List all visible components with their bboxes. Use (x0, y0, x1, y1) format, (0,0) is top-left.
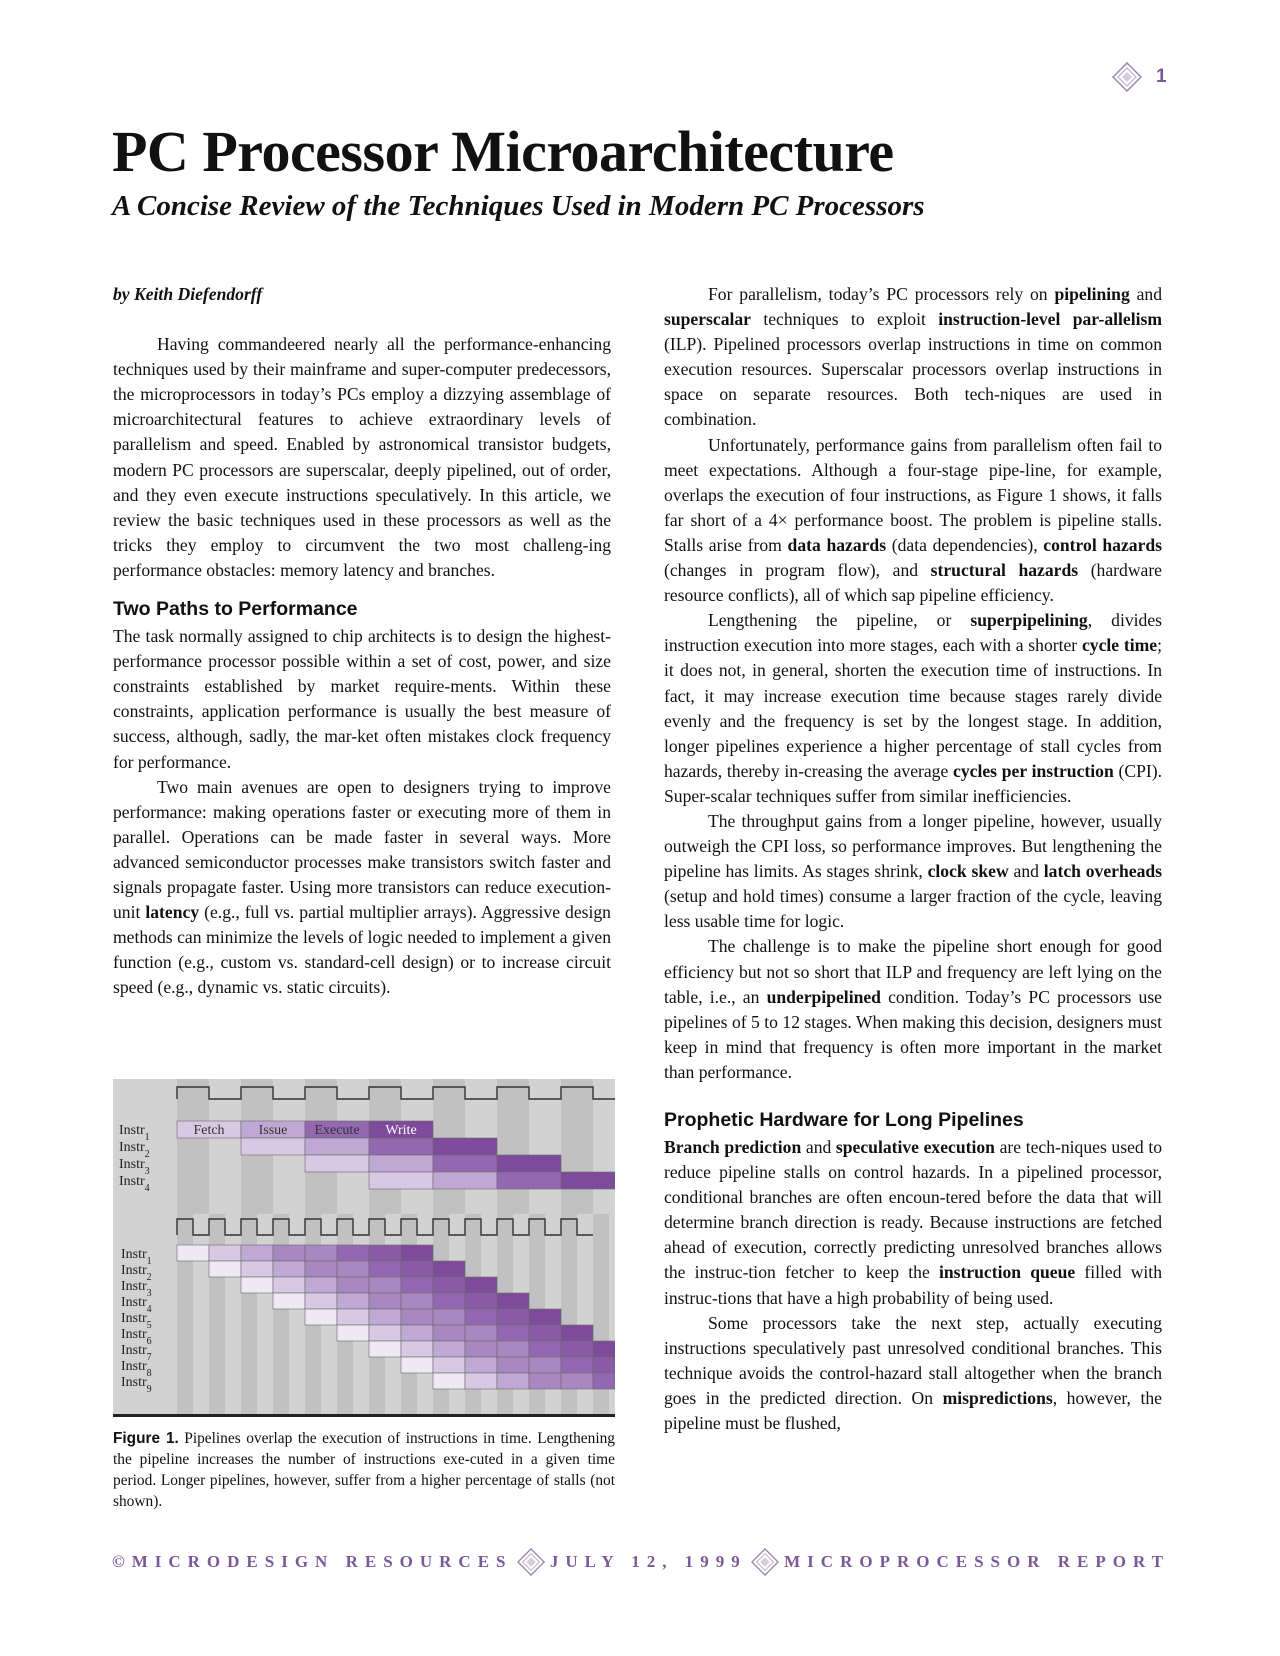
bold-term: Branch prediction (664, 1137, 802, 1157)
pipeline-stage-block (465, 1293, 497, 1309)
article-title: PC Processor Microarchitecture (112, 119, 894, 184)
pipeline-stage-block (305, 1155, 369, 1172)
pipeline-stage-block (497, 1357, 529, 1373)
pipeline-stage-block (497, 1373, 529, 1389)
paragraph-throughput (664, 809, 1162, 934)
pipeline-stage-block (593, 1373, 615, 1389)
right-column (664, 282, 1162, 1436)
pipeline-stage-block (369, 1172, 433, 1189)
pipeline-stage-block (433, 1341, 465, 1357)
pipeline-stage-block (305, 1245, 337, 1261)
bold-term: instruction-level par-allelism (938, 309, 1162, 330)
pipeline-stage-block (337, 1245, 369, 1261)
stage-label: Issue (258, 1123, 288, 1138)
text-run: are tech-niques used to reduce pipeline stalls on control hazards. In a pipelined processor, conditional branches are often encoun-tered before the data that will determine branch direction is ready. Because instructions are fetched ahead of execution, correctly predicting unresolved branches allows the instruc-tion fetcher to keep the (664, 1137, 1162, 1283)
pipeline-stage-block (433, 1172, 497, 1189)
paragraph-speculative (664, 1311, 1162, 1436)
bold-term: mispredictions (942, 1387, 1053, 1408)
text-run: , however, the pipeline must be flushed, (664, 1387, 1162, 1434)
pipeline-figure (113, 1079, 615, 1420)
bold-term: cycles per instruction (953, 760, 1114, 781)
pipeline-stage-block (561, 1341, 593, 1357)
text-run: (CPI). Super-scalar techniques suffer from similar inefficiencies. (664, 760, 1162, 806)
clock-column-shade (497, 1079, 529, 1214)
clock-column-shade (177, 1079, 209, 1214)
pipeline-diagram (113, 1079, 615, 1420)
text-run: The throughput gains from a longer pipeline, however, usually outweigh the CPI loss, so performance improves. But lengthening the pipeline has limits. As stages shrink, (664, 810, 1162, 882)
pipeline-stage-block (241, 1261, 273, 1277)
pipeline-stage-block (305, 1293, 337, 1309)
text-run: and (1008, 861, 1044, 882)
paragraph-lengthening (664, 608, 1162, 809)
bold-term: speculative execution (835, 1137, 995, 1157)
pipeline-stage-block (465, 1373, 497, 1389)
text-run: (changes in program flow), and (664, 560, 931, 581)
instr-label: Instr$_9$ (121, 1375, 152, 1395)
text-run: and (801, 1137, 836, 1157)
intro-paragraph: Having commandeered nearly all the performance-enhancing techniques used by their mainframe and super-computer predecessors, the microprocessors in today’s PCs employ a dizzying assemblage of microarchitectural features to achieve extraordinary levels of parallelism and speed. Enabled by astronomical transistor budgets, modern PC processors are superscalar, deeply pipelined, out of order, and they even execute instructions speculatively. In this article, we review the basic techniques used in these processors as well as the tricks they employ to circumvent the two most challeng-ing performance obstacles: memory latency and branches. (113, 334, 611, 580)
section-heading-two-paths: Two Paths to Performance (113, 598, 358, 621)
pipeline-stage-block (401, 1261, 433, 1277)
pipeline-stage-block (337, 1325, 369, 1341)
bold-term: control hazards (1043, 534, 1163, 555)
pipeline-stage-block (209, 1261, 241, 1277)
pipeline-stage-block (273, 1277, 305, 1293)
byline: by Keith Diefendorff (113, 284, 263, 304)
pipeline-stage-block (273, 1261, 305, 1277)
pipeline-stage-block (561, 1172, 615, 1189)
pipeline-stage-block (369, 1293, 401, 1309)
text-run: and (1129, 284, 1162, 304)
instr-label: Instr$_3$ (119, 1157, 150, 1177)
pipeline-stage-block (177, 1245, 209, 1261)
pipeline-stage-block (529, 1373, 561, 1389)
text-run: ; it does not, in general, shorten the execution time of instructions. In fact, it may increase execution time because stages rarely divide evenly and the frequency is set by the longest stage. In addition, longer pipelines experience a higher percentage of stall cycles from hazards, thereby in-creasing the average (664, 635, 1162, 781)
pipeline-stage-block (433, 1325, 465, 1341)
page-number (1112, 62, 1167, 92)
pipeline-stage-block (305, 1261, 337, 1277)
text-run: Lengthening the pipeline, or (708, 610, 971, 631)
footer-publisher: ©MICRODESIGN RESOURCES (112, 1552, 513, 1571)
text-run: (data dependencies), (886, 534, 1044, 555)
instr-label: Instr$_8$ (121, 1359, 152, 1379)
pipeline-stage-block (369, 1261, 401, 1277)
bold-term: underpipelined (766, 986, 881, 1007)
instr-label: Instr$_2$ (121, 1263, 152, 1283)
paragraph-branch-prediction (664, 1135, 1162, 1311)
instr-label: Instr$_3$ (121, 1279, 152, 1299)
text-run: condition. Today’s PC processors use pipelines of 5 to 12 stages. When making this decision, designers must keep in mind that frequency is often more important in the market than performance. (664, 986, 1162, 1082)
pipeline-stage-block (401, 1293, 433, 1309)
paragraph-avenues (113, 775, 611, 1001)
instr-label: Instr$_1$ (121, 1247, 152, 1267)
pipeline-stage-block (465, 1325, 497, 1341)
instr-label: Instr$_5$ (121, 1311, 152, 1331)
pipeline-stage-block (241, 1245, 273, 1261)
pipeline-stage-block (337, 1261, 369, 1277)
pipeline-stage-block (529, 1357, 561, 1373)
bold-term: superpipelining (970, 610, 1088, 631)
pipeline-stage-block (465, 1277, 497, 1293)
instr-label: Instr$_4$ (121, 1295, 152, 1315)
text-run: (setup and hold times) consume a larger fraction of the cycle, leaving less usable time for logic. (664, 886, 1162, 932)
clock-column-shade (273, 1214, 289, 1414)
text-run: techniques to exploit (750, 309, 939, 330)
bold-term: data hazards (787, 534, 887, 555)
paragraph-challenge (664, 934, 1162, 1085)
figure-bottom-rule (113, 1414, 615, 1417)
instr-label: Instr$_4$ (119, 1174, 150, 1194)
bold-term: clock skew (927, 861, 1009, 882)
text-run: Unfortunately, performance gains from parallelism often fail to meet expectations. Although a four-stage pipe-line, for example, overlaps the execution of four instructions, as Figure 1 shows, it falls far short of a 4× performance boost. The problem is pipeline stalls. Stalls arise from (664, 434, 1162, 555)
text-run: , divides instruction execution into more stages, each with a shorter (664, 610, 1162, 656)
pipeline-stage-block (337, 1309, 369, 1325)
paragraph-task: The task normally assigned to chip architects is to design the highest-performance processor possible within a set of cost, power, and size constraints established by market require-ments. Within these constraints, application performance is usually the best measure of success, although, sadly, the mar-ket often mistakes clock frequency for performance. (113, 626, 611, 772)
pipeline-stage-block (593, 1341, 615, 1357)
clock-column-shade (177, 1214, 193, 1414)
bold-term: latency (145, 902, 200, 923)
pipeline-stage-block (241, 1138, 305, 1155)
text-run: Some processors take the next step, actually executing instructions speculatively past unresolved conditional branches. This technique avoids the control-hazard stall altogether when the branch goes in the predicted direction. On (664, 1312, 1162, 1408)
pipeline-stage-block (465, 1357, 497, 1373)
paragraph-parallelism (664, 282, 1162, 433)
pipeline-stage-block (433, 1138, 497, 1155)
pipeline-stage-block (497, 1293, 529, 1309)
diamond-icon (517, 1548, 545, 1576)
clock-column-shade (209, 1214, 225, 1414)
pipeline-stage-block (433, 1309, 465, 1325)
pipeline-stage-block (465, 1309, 497, 1325)
pipeline-stage-block (209, 1245, 241, 1261)
pipeline-stage-block (465, 1341, 497, 1357)
pipeline-stage-block (433, 1261, 465, 1277)
stage-label: Fetch (193, 1123, 225, 1138)
paragraph-unfortunately (664, 433, 1162, 609)
pipeline-stage-block (273, 1245, 305, 1261)
pipeline-stage-block (401, 1309, 433, 1325)
pipeline-stage-block (401, 1357, 433, 1373)
instr-label: Instr$_7$ (121, 1343, 152, 1363)
pipeline-stage-block (273, 1293, 305, 1309)
bold-term: superscalar (664, 309, 751, 330)
clock-column-shade (241, 1214, 257, 1414)
pipeline-stage-block (497, 1309, 529, 1325)
pipeline-stage-block (401, 1277, 433, 1293)
left-column (113, 282, 611, 1000)
clock-column-shade (561, 1079, 593, 1214)
pipeline-stage-block (561, 1357, 593, 1373)
pipeline-stage-block (241, 1277, 273, 1293)
instr-label: Instr$_2$ (119, 1140, 150, 1160)
instr-label: Instr$_1$ (119, 1123, 150, 1143)
pipeline-stage-block (529, 1309, 561, 1325)
diamond-icon (1112, 62, 1142, 92)
bold-term: pipelining (1054, 284, 1130, 304)
pipeline-stage-block (369, 1138, 433, 1155)
instr-label: Instr$_6$ (121, 1327, 152, 1347)
pipeline-stage-block (433, 1373, 465, 1389)
pipeline-stage-block (337, 1277, 369, 1293)
pipeline-stage-block (497, 1172, 561, 1189)
diamond-icon (751, 1548, 779, 1576)
pipeline-stage-block (401, 1341, 433, 1357)
pipeline-stage-block (433, 1357, 465, 1373)
section-heading-prophetic: Prophetic Hardware for Long Pipelines (664, 1109, 1024, 1131)
pipeline-stage-block (401, 1245, 433, 1261)
pipeline-stage-block (369, 1309, 401, 1325)
pipeline-stage-block (433, 1277, 465, 1293)
pipeline-stage-block (337, 1293, 369, 1309)
text-run: For parallelism, today’s PC processors rely on (708, 284, 1055, 304)
pipeline-stage-block (497, 1341, 529, 1357)
footer-date: JULY 12, 1999 (549, 1552, 747, 1571)
stage-label: Write (385, 1123, 417, 1138)
figure-caption (113, 1428, 615, 1512)
bold-term: latch overheads (1043, 861, 1162, 882)
pipeline-stage-block (305, 1138, 369, 1155)
figure-caption-text: Pipelines overlap the execution of instructions in time. Lengthening the pipeline increases the number of instructions exe-cuted in a given time period. Longer pipelines, however, suffer from a higher percentage of stalls (not shown). (113, 1430, 615, 1510)
pipeline-stage-block (561, 1325, 593, 1341)
text-run: (e.g., full vs. partial multiplier arrays). Aggressive design methods can minimize the levels of logic needed to implement a given function (e.g., custom vs. standard-cell design) or to increase circuit speed (e.g., dynamic vs. static circuits). (113, 902, 611, 998)
text-run: (hardware resource conflicts), all of which sap pipeline efficiency. (664, 560, 1162, 606)
pipeline-stage-block (497, 1155, 561, 1172)
text-run: The challenge is to make the pipeline short enough for good efficiency but not so short that ILP and frequency are left lying on the table, i.e., an (664, 936, 1162, 1007)
stage-label: Execute (314, 1123, 360, 1138)
bold-term: structural hazards (930, 560, 1079, 581)
pipeline-stage-block (529, 1325, 561, 1341)
pipeline-stage-block (369, 1245, 401, 1261)
pipeline-stage-block (305, 1309, 337, 1325)
page-footer (112, 1548, 1170, 1576)
pipeline-stage-block (561, 1373, 593, 1389)
pipeline-stage-block (369, 1155, 433, 1172)
pipeline-stage-block (529, 1341, 561, 1357)
pipeline-stage-block (497, 1325, 529, 1341)
pipeline-stage-block (305, 1277, 337, 1293)
pipeline-stage-block (593, 1357, 615, 1373)
footer-journal: MICROPROCESSOR REPORT (784, 1552, 1170, 1571)
page-number-text: 1 (1156, 66, 1167, 87)
pipeline-stage-block (369, 1277, 401, 1293)
bold-term: instruction queue (938, 1262, 1076, 1283)
text-run: filled with instruc-tions that have a high probability of being used. (664, 1262, 1162, 1308)
pipeline-stage-block (433, 1293, 465, 1309)
bold-term: cycle time (1081, 635, 1158, 656)
pipeline-stage-block (401, 1325, 433, 1341)
figure-label: Figure 1. (113, 1430, 179, 1447)
text-run: (ILP). Pipelined processors overlap instructions in time on common execution resources. Superscalar processors overlap instructions in space on separate resources. Both tech-niques are used in combination. (664, 334, 1162, 430)
article-subtitle: A Concise Review of the Techniques Used in Modern PC Processors (112, 190, 925, 222)
text-run: Two main avenues are open to designers trying to improve performance: making operations faster or executing more of them in parallel. Operations can be made faster in several ways. More advanced semiconductor processes make transistors switch faster and signals propagate faster. Using more transistors can reduce execution-unit (113, 776, 611, 923)
pipeline-stage-block (369, 1341, 401, 1357)
pipeline-stage-block (369, 1325, 401, 1341)
pipeline-stage-block (433, 1155, 497, 1172)
